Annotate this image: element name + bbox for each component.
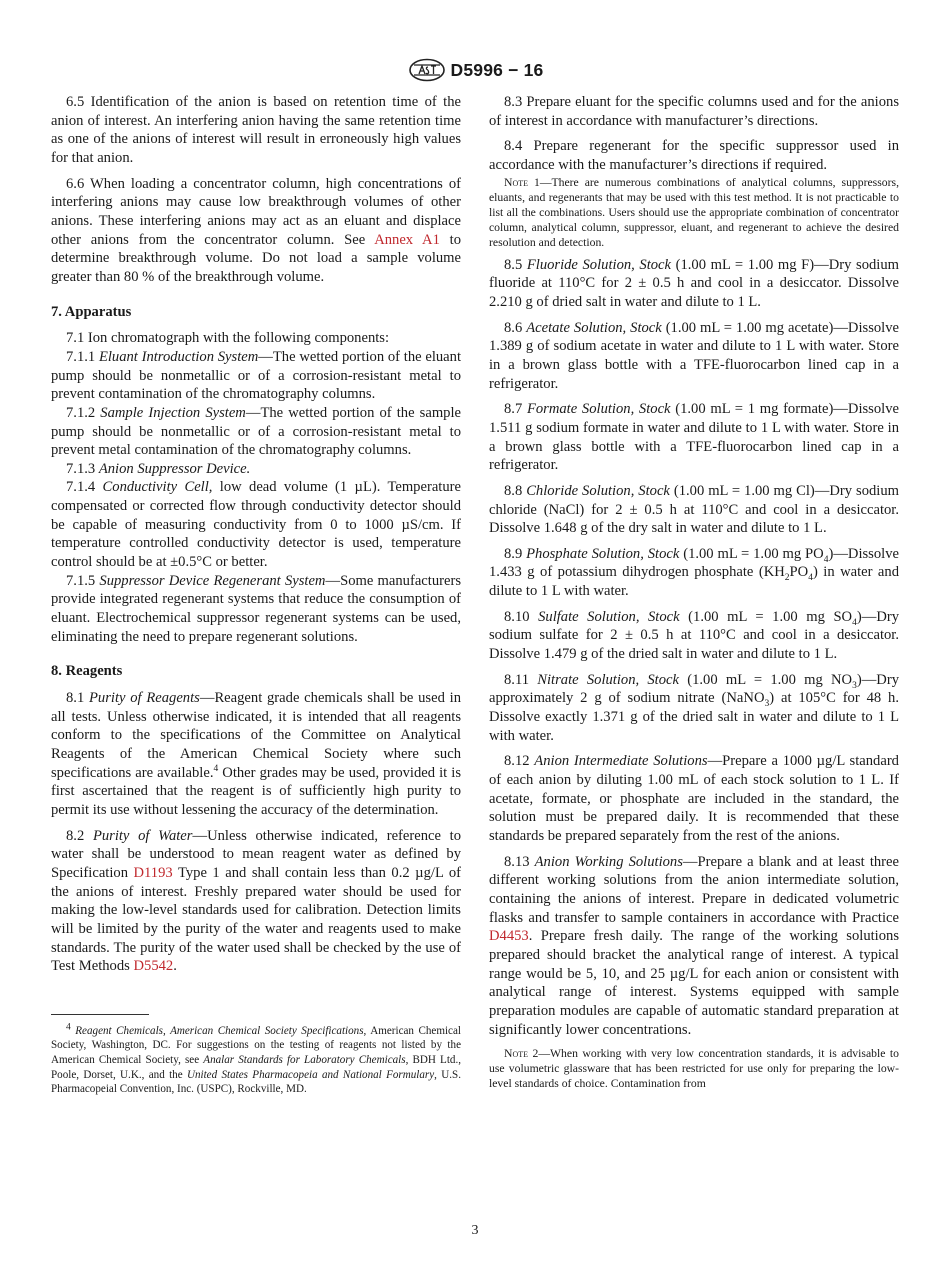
section-8-4: 8.4 Prepare regenerant for the specific suppressor used in accordance with the manufacturer’s directions if required. [489,138,899,173]
section-7-1-3: 7.1.3 Anion Suppressor Device. [66,460,251,477]
d5542-link[interactable]: D5542 [133,958,174,975]
section-8-7: 8.7 Formate Solution, Stock (1.00 mL = 1 mg formate)—Dissolve 1.511 g sodium formate in water and dilute to 1 L with water. Store in a brown glass bottle with a TFE-fluorocarbon lined cap in a refrigerator. [489,401,899,474]
page-header [0,57,950,83]
heading-reagents: 8. Reagents [51,663,123,680]
left-column [51,93,461,1097]
section-8-13: 8.13 Anion Working Solutions—Prepare a blank and at least three different working solutions from the anion intermediate solution, containing the anions of interest. Prepare in dedicated volumetric flasks and transfer to sample containers in accordance with Practice D4453. Prepare fresh daily. The range of the working solutions prepared should bracket the analytical range of interest. A typical range would be 5, 10, and 25 µg/L for each anion or consistent with analytical range of interest. Systems equipped with sample preparation modules are capable of automatic standard preparation at significantly lower concentrations. [489,853,899,1038]
note-1: Note 1—There are numerous combinations of analytical columns, suppressors, eluants, and regenerants that may be used with this test method. It is not practicable to list all the combinations. Users should use the appropriate combination of concentrator column, analytical column, suppressor, eluant, and regenerant to achieve the desired resolution and detection. [489,175,899,249]
section-7-1-5: 7.1.5 Suppressor Device Regenerant System—Some manufacturers provide integrated regenerant systems that reduce the consumption of eluant. Electrochemical suppressor regenerant systems can be used, eliminating the need to prepare regenerant solutions. [51,572,461,645]
section-8-8: 8.8 Chloride Solution, Stock (1.00 mL = 1.00 mg Cl)—Dry sodium chloride (NaCl) for 2 ± 0.5 h at 110°C and cool in a desiccator. Dissolve 1.648 g of the dry salt in water and dilute to 1 L. [489,482,900,537]
section-8-10: 8.10 Sulfate Solution, Stock (1.00 mL = 1.00 mg $SO_4)—Dry$ sodium sulfate for 2 ± 0.5 h at 110°C and cool in a desiccator. Dissolve 1.479 g of the dried salt in water and dilute to 1 L. [489,608,900,663]
standard-designation: D5996 − 16 [450,59,544,80]
section-6-5: 6.5 Identification of the anion is based on retention time of the anion of interest. An interfering anion having the same retention time as one of the anions of interest will result in erroneously high values for that anion. [51,94,461,166]
right-column [489,93,899,1097]
section-8-2: 8.2 Purity of Water—Unless otherwise indicated, reference to water shall be understood to mean reagent water as defined by Specification D1193 Type 1 and shall contain less than 0.2 µg/L of the anions of interest. Freshly prepared water should be used for making the low-level standards used for calibration. Detection limits will be limited by the purity of the water and reagents used to make standards. The purity of the water used shall be checked by the use of Test Methods D5542. [51,827,462,975]
d4453-link[interactable]: D4453 [489,928,529,945]
section-8-12: 8.12 Anion Intermediate Solutions—Prepare a 1000 µg/L standard of each anion by diluting 1.00 mL of each stock solution to 1 L. If acetate, formate, or phosphate are included in the standard, the solution must be prepared daily. It is recommended that these standards be prepared separately from the rest of the anions. [489,753,899,844]
section-8-11: 8.11 Nitrate Solution, Stock (1.00 mL = 1.00 mg $NO_3)—Dry$ approximately 2 g of sodium nitrate (NaNO$_3$) at 105°C for 48 h. Dissolve exactly 1.371 g of the dried salt in water and dilute to 1 L with water. [489,671,899,744]
section-8-1: 8.1 Purity of Reagents—Reagent grade chemicals shall be used in all tests. Unless otherwise indicated, it is intended that all reagents conform to the specifications of the Committee on Analytical Reagents of the American Chemical Society where such specifications are available.$^4$ Other grades may be used, provided it is first ascertained that the reagent is of sufficiently high purity to permit its use without lessening the accuracy of the determination. [51,690,461,818]
astm-logo [407,58,447,82]
note-2: Note 2—When working with very low concentration standards, it is advisable to use volumetric glassware that has been restricted for use only for preparing the low-level standards of choice. Contamination from [489,1047,899,1091]
section-7-1-1: 7.1.1 Eluant Introduction System—The wetted portion of the eluant pump should be nonmetallic or of a corrosion-resistant metal to prevent contamination of the chromatography columns. [51,348,462,403]
section-8-6: 8.6 Acetate Solution, Stock (1.00 mL = 1.00 mg acetate)—Dissolve 1.389 g of sodium acetate in water and dilute to 1 L with water. Store in a brown glass bottle with a TFE-fluorocarbon lined cap in a refrigerator. [489,319,900,392]
heading-apparatus: 7. Apparatus [51,303,132,320]
section-7-1: 7.1 Ion chromatograph with the following components: [66,330,390,347]
section-7-1-2: 7.1.2 Sample Injection System—The wetted portion of the sample pump should be nonmetallic or of a corrosion-resistant metal to prevent metal contamination of the chromatography columns. [51,404,462,459]
section-8-3: 8.3 Prepare eluant for the specific columns used and for the anions of interest in accordance with manufacturer’s directions. [489,94,899,129]
section-8-5: 8.5 Fluoride Solution, Stock (1.00 mL = 1.00 mg F)—Dry sodium fluoride at 110°C for 2 ± 0.5 h and cool in a desiccator. Dissolve 2.210 g of dried salt in water and dilute to 1 L. [489,256,899,310]
footnote-divider [51,1014,149,1015]
d1193-link[interactable]: D1193 [133,864,173,881]
annex-a1-link[interactable]: Annex A1 [374,231,440,248]
section-7-1-4: 7.1.4 Conductivity Cell, low dead volume (1 µL). Temperature compensated or corrected flow through conductivity detector should be capable of measuring conductivity from 0 to 1000 µS/cm. If temperature controlled conductivity detector is used, temperature control should be at ±0.5°C or better. [51,479,461,571]
section-6-6: 6.6 When loading a concentrator column, high concentrations of interfering anions may cause low breakthrough volumes of other anions. These interfering anions may act as an eluant and displace other anions from the concentrator column. See Annex A1 to determine breakthrough volume. Do not load a sample volume greater than 80 % of the breakthrough volume. [51,175,461,285]
footnote-4: $^4$ Reagent Chemicals, American Chemical Society Specifications, American Chemical Society, Washington, DC. For suggestions on the testing of reagents not listed by the American Chemical Society, see Analar Standards for Laboratory Chemicals, BDH Ltd., Poole, Dorset, U.K., and the United States Pharmacopeia and National Formulary, U.S. Pharmacopeial Convention, Inc. (USPC), Rockville, MD. [51,1022,461,1096]
page-number: 3 [471,1223,479,1238]
section-8-9: 8.9 Phosphate Solution, Stock (1.00 mL = 1.00 mg $PO_4)—Dissolve$ 1.433 g of potassium dihydrogen phosphate $(KH_2PO_4)$ in water and dilute to 1 L with water. [489,545,900,600]
